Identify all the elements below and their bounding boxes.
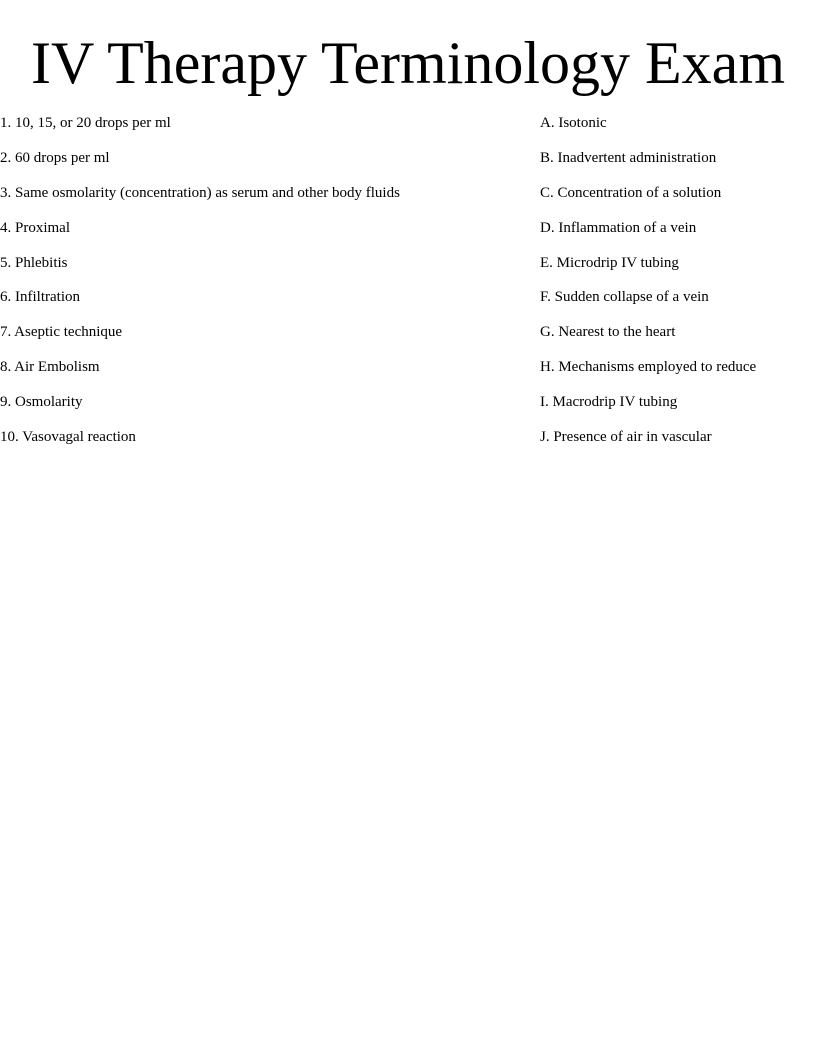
term-item: 6. Infiltration [0, 289, 80, 306]
term-item: 8. Air Embolism [0, 359, 100, 376]
term-item: 2. 60 drops per ml [0, 149, 110, 166]
answer-item: D. Inflammation of a vein [540, 219, 697, 236]
answer-item: C. Concentration of a solution [540, 184, 722, 201]
answer-item: H. Mechanisms employed to reduce [540, 359, 757, 376]
term-item: 7. Aseptic technique [0, 324, 123, 341]
answer-item: B. Inadvertent administration [540, 149, 717, 166]
term-item: 1. 10, 15, or 20 drops per ml [0, 115, 171, 131]
answer-item: E. Microdrip IV tubing [540, 254, 679, 271]
term-item: 5. Phlebitis [0, 254, 68, 271]
term-item: 4. Proximal [0, 219, 70, 236]
page-title: IV Therapy Terminology Exam [31, 30, 785, 96]
answers-column [540, 113, 816, 462]
terms-column [0, 113, 530, 462]
answer-item: A. Isotonic [540, 115, 607, 131]
answer-item: G. Nearest to the heart [540, 324, 676, 341]
term-item: 10. Vasovagal reaction [0, 429, 136, 446]
answer-item: F. Sudden collapse of a vein [540, 289, 709, 306]
term-item: 3. Same osmolarity (concentration) as serum and other body fluids [0, 184, 400, 201]
answer-item: J. Presence of air in vascular [540, 429, 712, 446]
answer-item: I. Macrodrip IV tubing [540, 394, 678, 411]
term-item: 9. Osmolarity [0, 394, 83, 411]
